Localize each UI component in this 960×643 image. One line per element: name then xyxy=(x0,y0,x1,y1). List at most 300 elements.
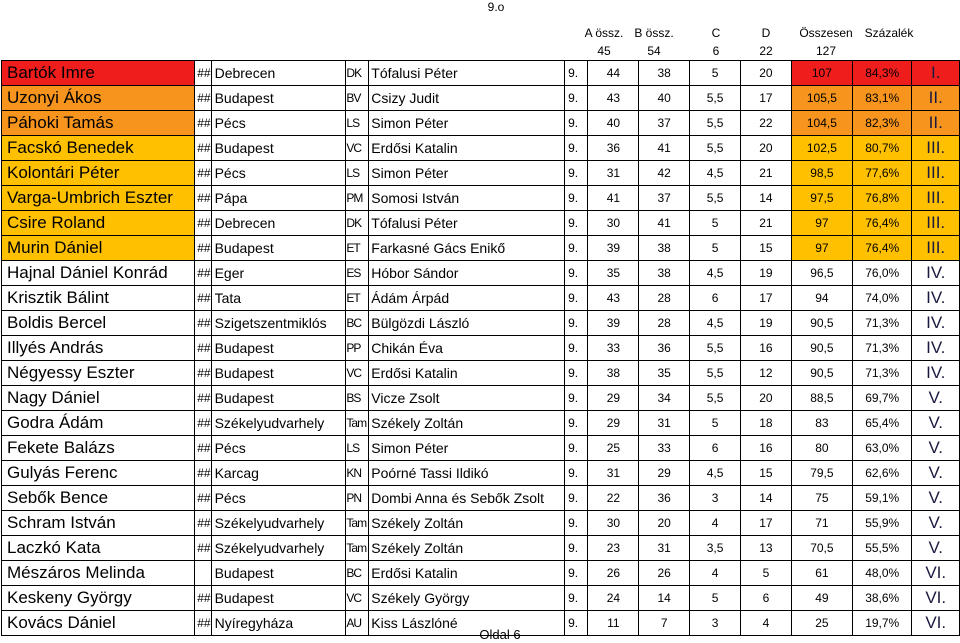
student-name-cell: Uzonyi Ákos xyxy=(2,86,195,111)
percent-cell: 48,0% xyxy=(852,561,912,586)
header-total-max: 127 xyxy=(815,44,837,58)
grade-cell: 9. xyxy=(565,611,588,636)
student-name-cell: Keskeny György xyxy=(2,586,195,611)
table-row[interactable] xyxy=(2,236,960,261)
city-cell: Budapest xyxy=(211,236,346,261)
school-code-cell: VC xyxy=(346,586,369,611)
teacher-cell: Ádám Árpád xyxy=(369,286,565,311)
score-d-cell: 17 xyxy=(741,86,792,111)
percent-cell: 19,7% xyxy=(852,611,912,636)
header-a-label: A össz. xyxy=(584,26,624,40)
total-cell: 49 xyxy=(791,586,852,611)
grade-cell: 9. xyxy=(565,486,588,511)
city-cell: Debrecen xyxy=(211,211,346,236)
total-cell: 94 xyxy=(791,286,852,311)
school-code-cell: ET xyxy=(346,286,369,311)
city-cell: Székelyudvarhely xyxy=(211,411,346,436)
city-cell: Karcag xyxy=(211,461,346,486)
student-name-cell: Murin Dániel xyxy=(2,236,195,261)
grade-cell: 9. xyxy=(565,536,588,561)
score-c-cell: 6 xyxy=(690,436,741,461)
teacher-cell: Simon Péter xyxy=(369,436,565,461)
score-a-cell: 43 xyxy=(588,86,639,111)
total-cell: 90,5 xyxy=(791,311,852,336)
grade-cell: 9. xyxy=(565,361,588,386)
id-cell: ## xyxy=(194,286,211,311)
city-cell: Budapest xyxy=(211,136,346,161)
grade-cell: 9. xyxy=(565,386,588,411)
score-b-cell: 31 xyxy=(639,536,690,561)
grade-cell: 9. xyxy=(565,211,588,236)
rank-cell: V. xyxy=(912,461,960,486)
score-c-cell: 5,5 xyxy=(690,186,741,211)
id-cell: ## xyxy=(194,61,211,86)
rank-cell: III. xyxy=(912,186,960,211)
table-row[interactable] xyxy=(2,411,960,436)
score-c-cell: 5 xyxy=(690,61,741,86)
score-a-cell: 30 xyxy=(588,211,639,236)
city-cell: Budapest xyxy=(211,361,346,386)
total-cell: 25 xyxy=(791,611,852,636)
id-cell: ## xyxy=(194,136,211,161)
rank-cell: IV. xyxy=(912,336,960,361)
percent-cell: 71,3% xyxy=(852,361,912,386)
rank-cell: VI. xyxy=(912,561,960,586)
score-b-cell: 37 xyxy=(639,111,690,136)
total-cell: 102,5 xyxy=(791,136,852,161)
score-d-cell: 18 xyxy=(741,411,792,436)
percent-cell: 77,6% xyxy=(852,161,912,186)
city-cell: Székelyudvarhely xyxy=(211,536,346,561)
table-row[interactable] xyxy=(2,86,960,111)
score-b-cell: 29 xyxy=(639,461,690,486)
school-code-cell: BC xyxy=(346,561,369,586)
score-a-cell: 22 xyxy=(588,486,639,511)
id-cell: ## xyxy=(194,161,211,186)
score-c-cell: 5 xyxy=(690,586,741,611)
school-code-cell: Tam xyxy=(346,511,369,536)
city-cell: Székelyudvarhely xyxy=(211,511,346,536)
id-cell: ## xyxy=(194,236,211,261)
teacher-cell: Csizy Judit xyxy=(369,86,565,111)
score-b-cell: 26 xyxy=(639,561,690,586)
rank-cell: VI. xyxy=(912,611,960,636)
teacher-cell: Tófalusi Péter xyxy=(369,211,565,236)
score-a-cell: 40 xyxy=(588,111,639,136)
rank-cell: II. xyxy=(912,111,960,136)
score-c-cell: 4,5 xyxy=(690,311,741,336)
total-cell: 79,5 xyxy=(791,461,852,486)
rank-cell: VI. xyxy=(912,586,960,611)
rank-cell: V. xyxy=(912,411,960,436)
column-header xyxy=(582,24,922,60)
teacher-cell: Farkasné Gács Enikő xyxy=(369,236,565,261)
teacher-cell: Székely Zoltán xyxy=(369,511,565,536)
grade-cell: 9. xyxy=(565,436,588,461)
score-d-cell: 19 xyxy=(741,261,792,286)
rank-cell: III. xyxy=(912,136,960,161)
score-d-cell: 4 xyxy=(741,611,792,636)
header-b-label: B össz. xyxy=(634,26,674,40)
score-d-cell: 20 xyxy=(741,386,792,411)
grade-cell: 9. xyxy=(565,286,588,311)
school-code-cell: BS xyxy=(346,386,369,411)
score-a-cell: 39 xyxy=(588,311,639,336)
grade-cell: 9. xyxy=(565,511,588,536)
score-d-cell: 17 xyxy=(741,286,792,311)
id-cell: ## xyxy=(194,336,211,361)
table-row[interactable] xyxy=(2,261,960,286)
table-row[interactable] xyxy=(2,336,960,361)
score-a-cell: 39 xyxy=(588,236,639,261)
student-name-cell: Gulyás Ferenc xyxy=(2,461,195,486)
percent-cell: 76,4% xyxy=(852,211,912,236)
total-cell: 80 xyxy=(791,436,852,461)
school-code-cell: BV xyxy=(346,86,369,111)
city-cell: Pápa xyxy=(211,186,346,211)
id-cell: ## xyxy=(194,386,211,411)
city-cell: Pécs xyxy=(211,161,346,186)
teacher-cell: Vicze Zsolt xyxy=(369,386,565,411)
table-row[interactable] xyxy=(2,386,960,411)
school-code-cell: BC xyxy=(346,311,369,336)
table-row[interactable] xyxy=(2,436,960,461)
city-cell: Budapest xyxy=(211,86,346,111)
score-b-cell: 33 xyxy=(639,436,690,461)
rank-cell: IV. xyxy=(912,311,960,336)
rank-cell: IV. xyxy=(912,361,960,386)
score-c-cell: 5,5 xyxy=(690,136,741,161)
rank-cell: I. xyxy=(912,61,960,86)
student-name-cell: Mészáros Melinda xyxy=(2,561,195,586)
score-b-cell: 37 xyxy=(639,186,690,211)
rank-cell: V. xyxy=(912,536,960,561)
header-d-max: 22 xyxy=(759,44,773,58)
id-cell: ## xyxy=(194,611,211,636)
grade-cell: 9. xyxy=(565,461,588,486)
table-row[interactable] xyxy=(2,361,960,386)
grade-cell: 9. xyxy=(565,411,588,436)
score-d-cell: 13 xyxy=(741,536,792,561)
city-cell: Pécs xyxy=(211,486,346,511)
student-name-cell: Godra Ádám xyxy=(2,411,195,436)
table-row[interactable] xyxy=(2,61,960,86)
score-a-cell: 31 xyxy=(588,461,639,486)
score-d-cell: 14 xyxy=(741,486,792,511)
rank-cell: V. xyxy=(912,511,960,536)
percent-cell: 76,0% xyxy=(852,261,912,286)
table-row[interactable] xyxy=(2,211,960,236)
grade-cell: 9. xyxy=(565,86,588,111)
table-row[interactable] xyxy=(2,461,960,486)
score-a-cell: 36 xyxy=(588,136,639,161)
score-d-cell: 17 xyxy=(741,511,792,536)
grade-cell: 9. xyxy=(565,136,588,161)
school-code-cell: VC xyxy=(346,361,369,386)
table-row[interactable] xyxy=(2,536,960,561)
city-cell: Tata xyxy=(211,286,346,311)
school-code-cell: AU xyxy=(346,611,369,636)
score-b-cell: 41 xyxy=(639,211,690,236)
percent-cell: 84,3% xyxy=(852,61,912,86)
teacher-cell: Erdősi Katalin xyxy=(369,561,565,586)
table-row[interactable] xyxy=(2,511,960,536)
table-row[interactable] xyxy=(2,486,960,511)
rank-cell: V. xyxy=(912,386,960,411)
total-cell: 96,5 xyxy=(791,261,852,286)
id-cell: ## xyxy=(194,111,211,136)
score-b-cell: 36 xyxy=(639,486,690,511)
city-cell: Budapest xyxy=(211,336,346,361)
id-cell: ## xyxy=(194,261,211,286)
header-d-label: D xyxy=(761,26,771,40)
score-a-cell: 31 xyxy=(588,161,639,186)
city-cell: Pécs xyxy=(211,436,346,461)
rank-cell: V. xyxy=(912,486,960,511)
grade-cell: 9. xyxy=(565,161,588,186)
city-cell: Debrecen xyxy=(211,61,346,86)
score-c-cell: 5,5 xyxy=(690,386,741,411)
grade-cell: 9. xyxy=(565,236,588,261)
teacher-cell: Erdősi Katalin xyxy=(369,361,565,386)
total-cell: 97 xyxy=(791,236,852,261)
percent-cell: 71,3% xyxy=(852,336,912,361)
score-b-cell: 36 xyxy=(639,336,690,361)
student-name-cell: Kolontári Péter xyxy=(2,161,195,186)
score-c-cell: 4 xyxy=(690,561,741,586)
percent-cell: 38,6% xyxy=(852,586,912,611)
teacher-cell: Poórné Tassi Ildikó xyxy=(369,461,565,486)
total-cell: 70,5 xyxy=(791,536,852,561)
teacher-cell: Simon Péter xyxy=(369,111,565,136)
total-cell: 98,5 xyxy=(791,161,852,186)
city-cell: Nyíregyháza xyxy=(211,611,346,636)
school-code-cell: KN xyxy=(346,461,369,486)
percent-cell: 76,8% xyxy=(852,186,912,211)
score-d-cell: 6 xyxy=(741,586,792,611)
id-cell: ## xyxy=(194,361,211,386)
id-cell: ## xyxy=(194,536,211,561)
score-b-cell: 28 xyxy=(639,286,690,311)
score-a-cell: 33 xyxy=(588,336,639,361)
id-cell: ## xyxy=(194,411,211,436)
student-name-cell: Csire Roland xyxy=(2,211,195,236)
rank-cell: IV. xyxy=(912,286,960,311)
score-a-cell: 43 xyxy=(588,286,639,311)
school-code-cell: DK xyxy=(346,211,369,236)
total-cell: 97 xyxy=(791,211,852,236)
grade-cell: 9. xyxy=(565,186,588,211)
teacher-cell: Székely Zoltán xyxy=(369,536,565,561)
score-b-cell: 14 xyxy=(639,586,690,611)
city-cell: Budapest xyxy=(211,586,346,611)
score-d-cell: 5 xyxy=(741,561,792,586)
total-cell: 107 xyxy=(791,61,852,86)
total-cell: 61 xyxy=(791,561,852,586)
score-c-cell: 3 xyxy=(690,486,741,511)
percent-cell: 82,3% xyxy=(852,111,912,136)
city-cell: Szigetszentmiklós xyxy=(211,311,346,336)
student-name-cell: Fekete Balázs xyxy=(2,436,195,461)
score-c-cell: 6 xyxy=(690,286,741,311)
id-cell: ## xyxy=(194,436,211,461)
total-cell: 83 xyxy=(791,411,852,436)
rank-cell: IV. xyxy=(912,261,960,286)
rank-cell: V. xyxy=(912,436,960,461)
teacher-cell: Kiss Lászlóné xyxy=(369,611,565,636)
header-a-max: 45 xyxy=(597,44,611,58)
student-name-cell: Hajnal Dániel Konrád xyxy=(2,261,195,286)
teacher-cell: Tófalusi Péter xyxy=(369,61,565,86)
score-d-cell: 16 xyxy=(741,336,792,361)
school-code-cell: PP xyxy=(346,336,369,361)
rank-cell: III. xyxy=(912,211,960,236)
score-d-cell: 22 xyxy=(741,111,792,136)
teacher-cell: Erdősi Katalin xyxy=(369,136,565,161)
score-d-cell: 20 xyxy=(741,61,792,86)
id-cell: ## xyxy=(194,486,211,511)
grade-cell: 9. xyxy=(565,586,588,611)
table-row[interactable] xyxy=(2,586,960,611)
score-a-cell: 23 xyxy=(588,536,639,561)
score-a-cell: 41 xyxy=(588,186,639,211)
id-cell: ## xyxy=(194,511,211,536)
results-table xyxy=(1,60,960,636)
school-code-cell: DK xyxy=(346,61,369,86)
grade-cell: 9. xyxy=(565,61,588,86)
total-cell: 105,5 xyxy=(791,86,852,111)
teacher-cell: Székely György xyxy=(369,586,565,611)
score-c-cell: 5,5 xyxy=(690,111,741,136)
page-footer: Oldal 6 xyxy=(479,627,521,642)
score-c-cell: 5,5 xyxy=(690,336,741,361)
score-b-cell: 38 xyxy=(639,61,690,86)
total-cell: 88,5 xyxy=(791,386,852,411)
student-name-cell: Varga-Umbrich Eszter xyxy=(2,186,195,211)
school-code-cell: PM xyxy=(346,186,369,211)
score-a-cell: 25 xyxy=(588,436,639,461)
header-c-max: 6 xyxy=(712,44,720,58)
score-c-cell: 5 xyxy=(690,411,741,436)
student-name-cell: Bartók Imre xyxy=(2,61,195,86)
total-cell: 71 xyxy=(791,511,852,536)
score-b-cell: 40 xyxy=(639,86,690,111)
teacher-cell: Simon Péter xyxy=(369,161,565,186)
school-code-cell: PN xyxy=(346,486,369,511)
rank-cell: III. xyxy=(912,236,960,261)
score-a-cell: 38 xyxy=(588,361,639,386)
student-name-cell: Négyessy Eszter xyxy=(2,361,195,386)
percent-cell: 71,3% xyxy=(852,311,912,336)
header-b-max: 54 xyxy=(647,44,661,58)
id-cell: ## xyxy=(194,186,211,211)
score-c-cell: 5 xyxy=(690,211,741,236)
city-cell: Pécs xyxy=(211,111,346,136)
score-b-cell: 20 xyxy=(639,511,690,536)
percent-cell: 62,6% xyxy=(852,461,912,486)
student-name-cell: Laczkó Kata xyxy=(2,536,195,561)
percent-cell: 74,0% xyxy=(852,286,912,311)
total-cell: 75 xyxy=(791,486,852,511)
score-a-cell: 35 xyxy=(588,261,639,286)
student-name-cell: Nagy Dániel xyxy=(2,386,195,411)
table-row[interactable] xyxy=(2,186,960,211)
percent-cell: 63,0% xyxy=(852,436,912,461)
school-code-cell: VC xyxy=(346,136,369,161)
id-cell: ## xyxy=(194,311,211,336)
student-name-cell: Páhoki Tamás xyxy=(2,111,195,136)
score-b-cell: 7 xyxy=(639,611,690,636)
school-code-cell: ES xyxy=(346,261,369,286)
percent-cell: 76,4% xyxy=(852,236,912,261)
score-d-cell: 20 xyxy=(741,136,792,161)
table-row[interactable] xyxy=(2,111,960,136)
score-b-cell: 31 xyxy=(639,411,690,436)
student-name-cell: Kovács Dániel xyxy=(2,611,195,636)
score-c-cell: 4,5 xyxy=(690,461,741,486)
header-percent-label: Százalék xyxy=(864,26,914,40)
percent-cell: 65,4% xyxy=(852,411,912,436)
school-code-cell: Tam xyxy=(346,411,369,436)
percent-cell: 69,7% xyxy=(852,386,912,411)
grade-cell: 9. xyxy=(565,336,588,361)
table-row[interactable] xyxy=(2,286,960,311)
rank-cell: III. xyxy=(912,161,960,186)
school-code-cell: LS xyxy=(346,436,369,461)
school-code-cell: LS xyxy=(346,161,369,186)
city-cell: Budapest xyxy=(211,386,346,411)
score-c-cell: 5 xyxy=(690,236,741,261)
table-row[interactable] xyxy=(2,311,960,336)
score-c-cell: 4,5 xyxy=(690,261,741,286)
score-b-cell: 41 xyxy=(639,136,690,161)
score-a-cell: 11 xyxy=(588,611,639,636)
score-d-cell: 12 xyxy=(741,361,792,386)
id-cell: ## xyxy=(194,586,211,611)
score-b-cell: 34 xyxy=(639,386,690,411)
teacher-cell: Somosi István xyxy=(369,186,565,211)
student-name-cell: Krisztik Bálint xyxy=(2,286,195,311)
total-cell: 90,5 xyxy=(791,336,852,361)
student-name-cell: Sebők Bence xyxy=(2,486,195,511)
percent-cell: 83,1% xyxy=(852,86,912,111)
score-d-cell: 15 xyxy=(741,236,792,261)
school-code-cell: ET xyxy=(346,236,369,261)
score-d-cell: 14 xyxy=(741,186,792,211)
score-c-cell: 5,5 xyxy=(690,361,741,386)
score-a-cell: 29 xyxy=(588,411,639,436)
id-cell: ## xyxy=(194,86,211,111)
score-b-cell: 38 xyxy=(639,261,690,286)
city-cell: Budapest xyxy=(211,561,346,586)
student-name-cell: Facskó Benedek xyxy=(2,136,195,161)
id-cell: ## xyxy=(194,211,211,236)
total-cell: 97,5 xyxy=(791,186,852,211)
score-a-cell: 26 xyxy=(588,561,639,586)
percent-cell: 59,1% xyxy=(852,486,912,511)
score-d-cell: 16 xyxy=(741,436,792,461)
score-b-cell: 38 xyxy=(639,236,690,261)
score-b-cell: 35 xyxy=(639,361,690,386)
score-c-cell: 4,5 xyxy=(690,161,741,186)
grade-cell: 9. xyxy=(565,561,588,586)
table-row[interactable] xyxy=(2,561,960,586)
teacher-cell: Hóbor Sándor xyxy=(369,261,565,286)
table-row[interactable] xyxy=(2,161,960,186)
grade-cell: 9. xyxy=(565,261,588,286)
score-a-cell: 24 xyxy=(588,586,639,611)
table-row[interactable] xyxy=(2,136,960,161)
